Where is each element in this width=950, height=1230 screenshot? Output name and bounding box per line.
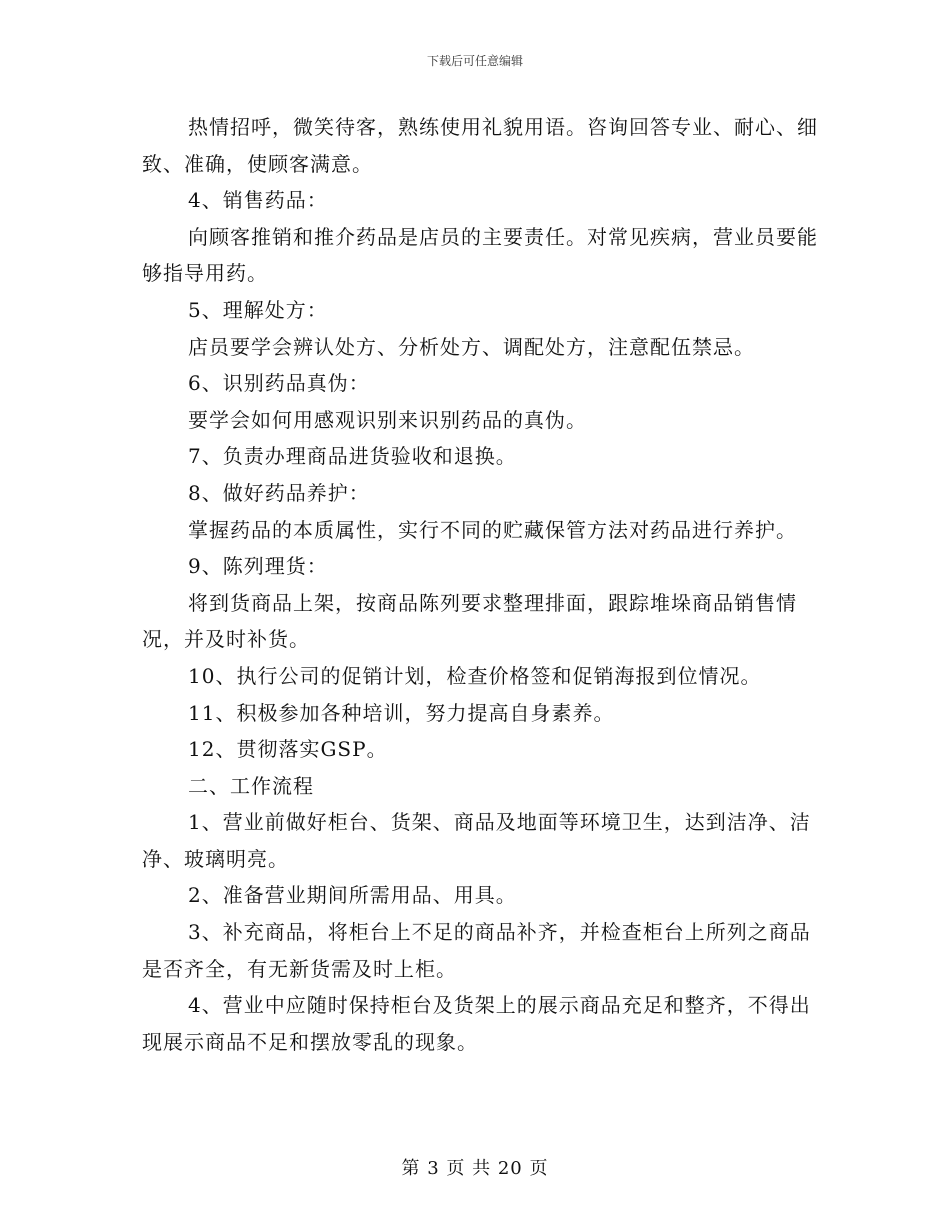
page-number: 第 3 页 共 20 页 bbox=[401, 1158, 549, 1179]
paragraph: 8、做好药品养护： bbox=[188, 480, 370, 505]
paragraph: 要学会如何用感观识别来识别药品的真伪。 bbox=[188, 407, 587, 432]
paragraph: 6、识别药品真伪： bbox=[188, 371, 370, 396]
paragraph: 10、执行公司的促销计划，检查价格签和促销海报到位情况。 bbox=[188, 663, 762, 688]
paragraph: 7、负责办理商品进货验收和退换。 bbox=[188, 444, 517, 469]
paragraph: 热情招呼，微笑待客，熟练使用礼貌用语。咨询回答专业、耐心、细致、准确，使顾客满意。 bbox=[142, 115, 818, 176]
paragraph: 店员要学会辨认处方、分析处方、调配处方，注意配伍禁忌。 bbox=[188, 334, 755, 359]
section-heading: 二、工作流程 bbox=[188, 773, 314, 798]
paragraph: 9、陈列理货： bbox=[188, 554, 328, 579]
paragraph: 12、贯彻落实GSP。 bbox=[188, 737, 388, 762]
document-body bbox=[142, 109, 822, 1060]
paragraph: 11、积极参加各种培训，努力提高自身素养。 bbox=[188, 700, 615, 725]
paragraph: 将到货商品上架，按商品陈列要求整理排面，跟踪堆垛商品销售情况，并及时补货。 bbox=[142, 590, 797, 652]
paragraph: 向顾客推销和推介药品是店员的主要责任。对常见疾病，营业员要能够指导用药。 bbox=[142, 224, 818, 286]
page-header: 下载后可任意编辑 bbox=[426, 54, 523, 68]
paragraph: 1、营业前做好柜台、货架、商品及地面等环境卫生，达到洁净、洁净、玻璃明亮。 bbox=[142, 810, 811, 871]
paragraph: 2、准备营业期间所需用品、用具。 bbox=[188, 883, 517, 908]
paragraph: 4、销售药品： bbox=[188, 188, 328, 213]
paragraph: 3、补充商品，将柜台上不足的商品补齐，并检查柜台上所列之商品是否齐全，有无新货需及时上柜。 bbox=[142, 920, 811, 981]
paragraph: 掌握药品的本质属性，实行不同的贮藏保管方法对药品进行养护。 bbox=[188, 517, 797, 542]
paragraph: 4、营业中应随时保持柜台及货架上的展示商品充足和整齐，不得出现展示商品不足和摆放零乱的现象。 bbox=[142, 993, 811, 1054]
paragraph: 5、理解处方： bbox=[188, 297, 328, 322]
